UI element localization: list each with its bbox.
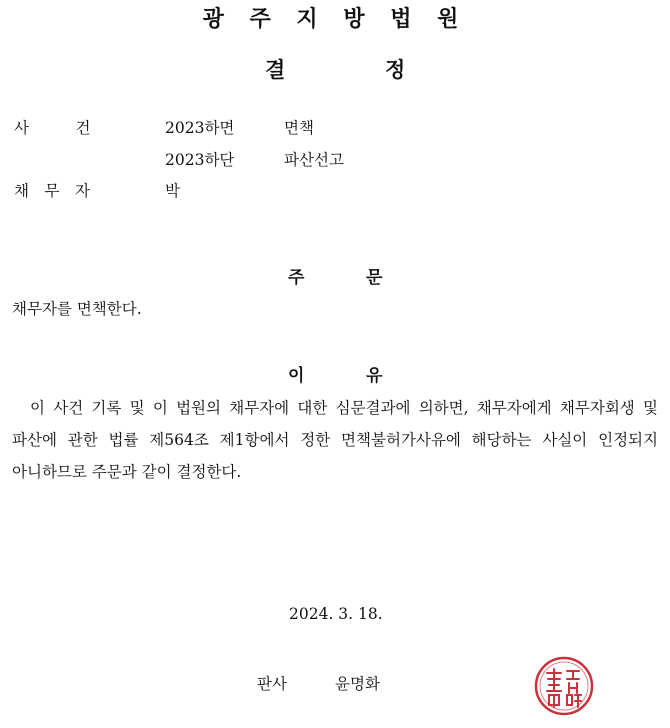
case-label: 사 건 [14, 119, 91, 137]
order-heading-right: 문 [366, 268, 383, 288]
case-kind-2: 파산선고 [284, 151, 344, 169]
order-heading-left: 주 [288, 268, 305, 288]
court-name: 광 주 지 방 법 원 [202, 7, 468, 32]
judge-seal-icon [533, 655, 595, 717]
doc-type-left: 결 [265, 58, 286, 82]
reasons-heading-left: 이 [288, 366, 305, 386]
decision-date: 2024. 3. 18. [289, 605, 383, 623]
debtor-name: 박 [165, 182, 180, 200]
order-text: 채무자를 면책한다. [12, 300, 142, 318]
debtor-label: 채 무 자 [14, 182, 90, 200]
judge-title: 판사 [257, 675, 287, 693]
doc-type-right: 정 [385, 58, 406, 82]
reasons-text: 이 사건 기록 및 이 법원의 채무자에 대한 심문결과에 의하면, 채무자에게 채무자회생 및 파산에 관한 법률 제564조 제1항에서 정한 면책불허가사유에 해당하는 사실이 인정되지 아니하므로 주문과 같이 결정한다. [12, 399, 658, 481]
case-kind-1: 면책 [284, 119, 314, 137]
case-number-1: 2023하면 [165, 119, 235, 137]
judge-name: 윤명화 [335, 675, 380, 693]
case-number-2: 2023하단 [165, 151, 235, 169]
reasons-heading-right: 유 [366, 366, 383, 386]
